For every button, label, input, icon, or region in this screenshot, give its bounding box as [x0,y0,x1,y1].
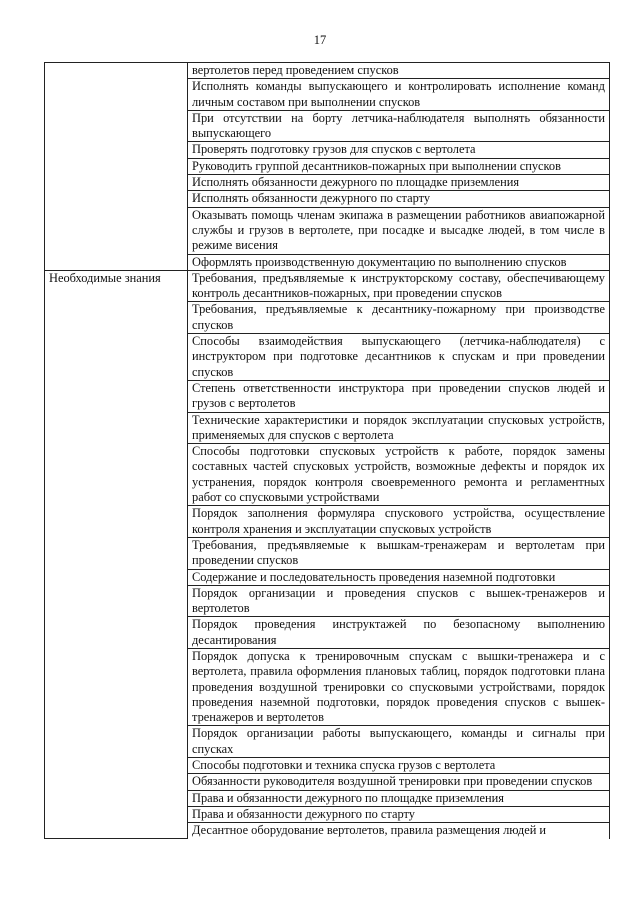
page-number: 17 [313,33,327,47]
requirement-cell: Права и обязанности дежурного по старту [188,806,610,822]
requirement-cell: Права и обязанности дежурного по площадке приземления [188,790,610,806]
requirement-cell: Исполнять обязанности дежурного по старту [188,191,610,207]
requirement-cell: Порядок допуска к тренировочным спускам с вышки-тренажера и с вертолета, правила оформления плановых таблиц, порядок подготовки плана проведения воздушной тренировки со спусковыми устройствами, порядок проведения наземной подготовки, порядок проведения спусков с вышек-тренажеров и вертолетов [188,648,610,725]
requirement-cell: Порядок заполнения формуляра спускового устройства, осуществление контроля хранения и эксплуатации спусковых устройств [188,506,610,538]
requirement-cell: Оказывать помощь членам экипажа в размещении работников авиапожарной службы и грузов в вертолете, при посадке и высадке людей, в том числе в режиме висения [188,207,610,254]
requirement-cell: Порядок организации и проведения спусков с вышек-тренажеров и вертолетов [188,585,610,617]
requirement-cell: Исполнять обязанности дежурного по площадке приземления [188,175,610,191]
requirement-cell: Требования, предъявляемые к вышкам-тренажерам и вертолетам при проведении спусков [188,537,610,569]
requirement-cell: вертолетов перед проведением спусков [188,63,610,79]
requirement-cell: При отсутствии на борту летчика-наблюдателя выполнять обязанности выпускающего [188,110,610,142]
section-label-empty [45,63,188,271]
requirement-cell: Обязанности руководителя воздушной тренировки при проведении спусков [188,774,610,790]
requirement-cell: Порядок организации работы выпускающего, команды и сигналы при спусках [188,726,610,758]
section-label: Необходимые знания [45,270,188,838]
requirement-cell: Руководить группой десантников-пожарных при выполнении спусков [188,158,610,174]
requirement-cell: Способы подготовки и техника спуска грузов с вертолета [188,758,610,774]
requirement-cell: Требования, предъявляемые к инструкторскому составу, обеспечивающему контроль десантников-пожарных, при проведении спусков [188,270,610,302]
competency-table [44,62,610,839]
requirement-cell: Десантное оборудование вертолетов, правила размещения людей и [188,823,610,839]
table-row [45,270,610,302]
requirement-cell: Содержание и последовательность проведения наземной подготовки [188,569,610,585]
requirement-cell: Оформлять производственную документацию по выполнению спусков [188,254,610,270]
table-row [45,63,610,79]
requirement-cell: Способы подготовки спусковых устройств к работе, порядок замены составных частей спусковых устройств, возможные дефекты и порядок их устранения, порядок контроля своевременного ремонта и регламентных работ со спусковыми устройствами [188,444,610,506]
requirement-cell: Порядок проведения инструктажей по безопасному выполнению десантирования [188,617,610,649]
requirement-cell: Способы взаимодействия выпускающего (летчика-наблюдателя) с инструктором при подготовке десантников к спускам и при проведении спусков [188,334,610,381]
requirement-cell: Степень ответственности инструктора при проведении спусков людей и грузов с вертолетов [188,380,610,412]
requirement-cell: Исполнять команды выпускающего и контролировать исполнение команд личным составом при выполнении спусков [188,79,610,111]
requirement-cell: Проверять подготовку грузов для спусков с вертолета [188,142,610,158]
requirement-cell: Технические характеристики и порядок эксплуатации спусковых устройств, применяемых для спусков с вертолета [188,412,610,444]
requirement-cell: Требования, предъявляемые к десантнику-пожарному при производстве спусков [188,302,610,334]
